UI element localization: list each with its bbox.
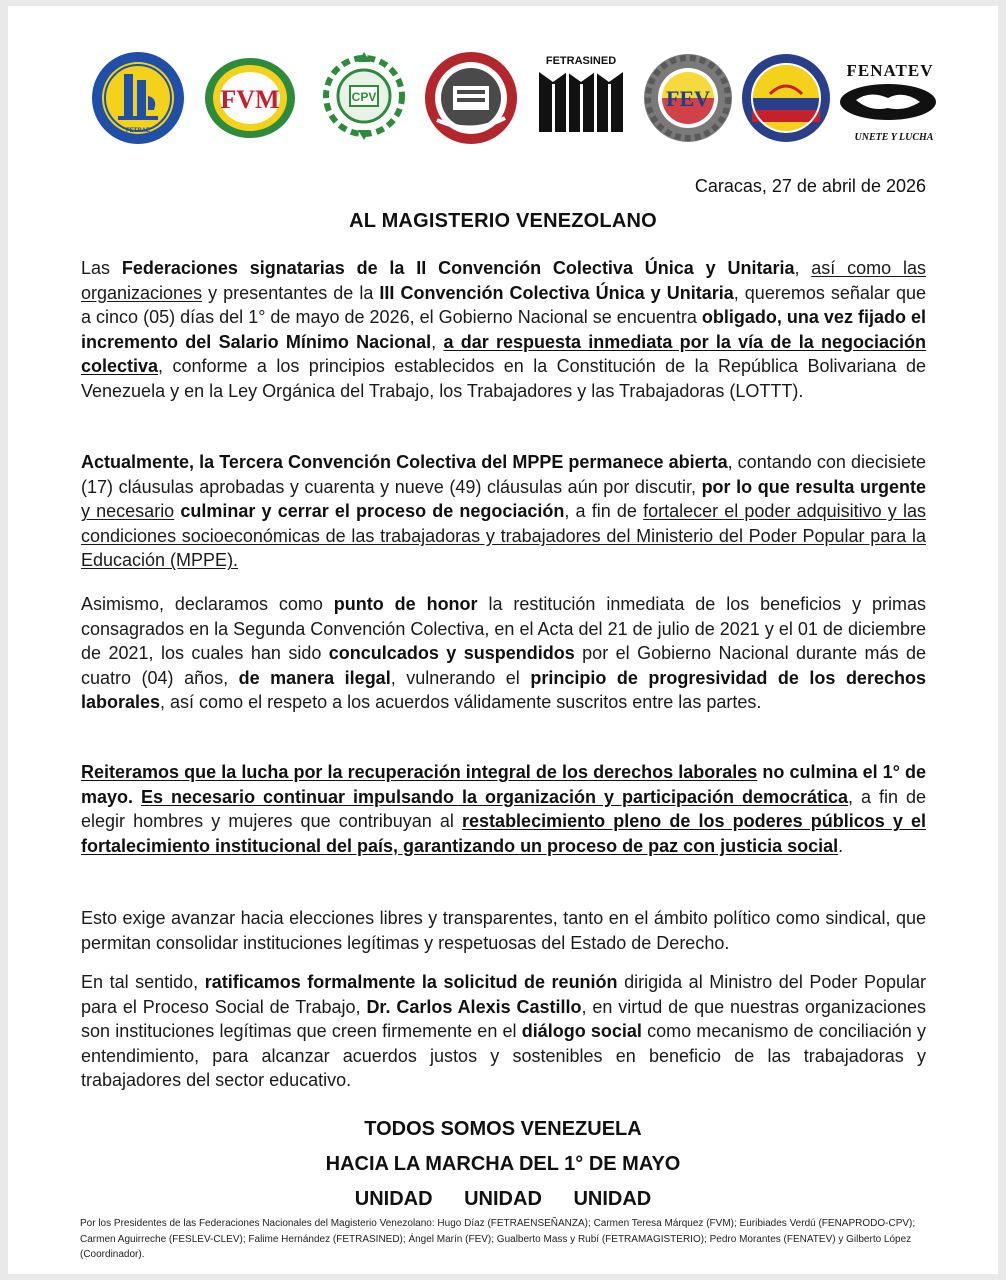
- paragraph-punto-de-honor: [81, 592, 926, 715]
- text-run: , vulnerando el: [390, 667, 531, 688]
- bold-run: punto de honor: [333, 594, 478, 614]
- federation-logos-row: [8, 6, 998, 156]
- fetraensenanza-logo: [90, 50, 186, 146]
- fvm-logo-text: FVM: [220, 85, 280, 114]
- text-run: Asimismo, declaramos como: [81, 594, 334, 614]
- text-run: , contando con diecisiete (17) cláusulas aprobadas y cuarenta y nueve (49) cláusulas aún por discutir,: [81, 452, 926, 497]
- text-run: y presentantes de la: [202, 282, 380, 303]
- bold-run: obligado, una vez fijado el incremento del Salario Mínimo Nacional: [81, 307, 926, 352]
- paragraph-solicitud-reunion: [81, 970, 926, 1093]
- text-run: ,: [431, 331, 444, 352]
- bold-run: Dr. Carlos Alexis Castillo: [366, 996, 582, 1017]
- fev-logo-text: FEV: [666, 86, 710, 111]
- fenatev-motto: UNETE Y LUCHA: [854, 132, 934, 143]
- bold-underline-run: Es necesario continuar impulsando la organización y participación democrática: [141, 786, 849, 807]
- fenatev-logo-text: FENATEV: [846, 61, 934, 80]
- underline-run: así como las organizaciones: [81, 258, 926, 303]
- fenatev-logo: [834, 54, 946, 146]
- bold-run: conculcados y suspendidos: [328, 643, 575, 664]
- text-run: , queremos señalar que a cinco (05) días del 1° de mayo de 2026, el Gobierno Nacional se encuentra: [81, 282, 927, 328]
- fetrae-logo-text: FETRAE: [126, 128, 150, 134]
- text-run: .: [838, 835, 844, 856]
- fenaprodo-cpv-logo: [318, 46, 410, 146]
- text-run: ,: [794, 258, 812, 278]
- fetrasined-logo-text: FETRASINED: [545, 55, 617, 67]
- bold-run: Actualmente, la Tercera Convención Colectiva del MPPE permanece abierta: [81, 452, 728, 472]
- fev-logo: [642, 52, 734, 144]
- cpv-logo-text: CPV: [351, 90, 377, 104]
- text-run: [133, 787, 141, 807]
- fvm-logo: [203, 56, 297, 140]
- paragraph-convocatoria: [81, 256, 926, 404]
- paragraph-elecciones: Esto exige avanzar hacia elecciones libres y transparentes, tanto en el ámbito político como sindical, que permitan consolidar instituciones legítimas y respetuosas del Estado de Derecho.: [81, 908, 926, 953]
- underline-run: fortalecer el poder adquisitivo y las condiciones socioeconómicas de las trabajadoras y trabajadores del Ministerio del Poder Popular para la Educación (MPPE).: [81, 501, 926, 571]
- text-run: En tal sentido,: [81, 972, 205, 992]
- bold-underline-run: restablecimiento pleno de los poderes públicos y el fortalecimiento institucional del país, garantizando un proceso de paz con justicia social: [81, 811, 926, 856]
- slogan-todos-somos-venezuela: TODOS SOMOS VENEZUELA: [364, 1118, 642, 1140]
- bold-run: ratificamos formalmente la solicitud de reunión: [204, 972, 618, 992]
- bold-run: de manera ilegal: [238, 667, 391, 688]
- paragraph-reiteramos: [81, 760, 926, 858]
- feslev-clev-logo: [423, 50, 519, 146]
- document-date: Caracas, 27 de abril de 2026: [694, 176, 926, 196]
- text-run: , conforme a los principios establecidos en la Constitución de la República Bolivariana de Venezuela y en la Ley Orgánica del Trabajo, los Trabajadores y las Trabajadoras (LOTTT).: [81, 356, 926, 401]
- bold-run: culminar y cerrar el proceso de negociación: [180, 501, 565, 522]
- underline-run: y necesario: [81, 501, 175, 522]
- document-page: [8, 6, 998, 1274]
- bold-run: III Convención Colectiva Única y Unitaria: [379, 282, 734, 303]
- text-run: , en virtud de que nuestras organizaciones son instituciones legítimas que creen firmemente en el: [81, 996, 926, 1042]
- bold-run: por lo que resulta urgente: [701, 476, 926, 497]
- text-run: , a fin de: [564, 501, 644, 522]
- text-run: , así como el respeto a los acuerdos válidamente suscritos entre las partes.: [160, 692, 762, 713]
- fetrasined-logo: [535, 50, 627, 142]
- text-run: dirigida al Ministro del Poder Popular para el Proceso Social de Trabajo,: [81, 972, 926, 1017]
- slogan-unidad: UNIDAD UNIDAD UNIDAD: [354, 1188, 652, 1210]
- text-run: como mecanismo de conciliación y entendimiento, para alcanzar acuerdos justos y sostenibles en beneficio de las trabajadoras y trabajadores del sector educativo.: [81, 1021, 926, 1091]
- bold-underline-run: a dar respuesta inmediata por la vía de la negociación colectiva: [81, 331, 927, 377]
- document-title: AL MAGISTERIO VENEZOLANO: [349, 210, 657, 232]
- text-run: por el Gobierno Nacional durante más de cuatro (04) años,: [81, 643, 926, 688]
- text-run: , a fin de elegir hombres y mujeres que contribuyan al: [81, 786, 926, 832]
- bold-run: principio de progresividad de los derechos laborales: [81, 667, 926, 713]
- bold-run: diálogo social: [521, 1021, 642, 1042]
- bold-run: no culmina el 1° de mayo.: [81, 762, 926, 807]
- text-run: la restitución inmediata de los beneficios y primas consagrados en la Segunda Convención Colectiva, en el Acta del 21 de julio de 2021 y el 01 de diciembre de 2021, los cuales han sido: [81, 594, 926, 664]
- text-run: Las: [81, 258, 122, 278]
- fetramagisterio-logo: [740, 52, 832, 144]
- paragraph-tercera-convencion: [81, 450, 926, 573]
- signatories-footnote: Por los Presidentes de las Federaciones Nacionales del Magisterio Venezolano: Hugo Díaz (FETRAENSEÑANZA); Carmen Teresa Márquez (FVM); Euribiades Verdú (FENAPRODO-CPV); Carmen Aguirreche (FESLEV-CLEV); Falime Hernández (FETRASINED); Ángel Marín (FEV); Gualberto Mass y Rubí (FETRAMAGISTERIO); Pedro Morantes (FENATEV) y Gilberto López (Coordinador).: [80, 1218, 916, 1260]
- bold-underline-run: Reiteramos que la lucha por la recuperación integral de los derechos laborales: [81, 762, 758, 782]
- bold-run: Federaciones signatarias de la II Convención Colectiva Única y Unitaria: [121, 258, 795, 278]
- slogan-marcha-1-mayo: HACIA LA MARCHA DEL 1° DE MAYO: [325, 1153, 681, 1175]
